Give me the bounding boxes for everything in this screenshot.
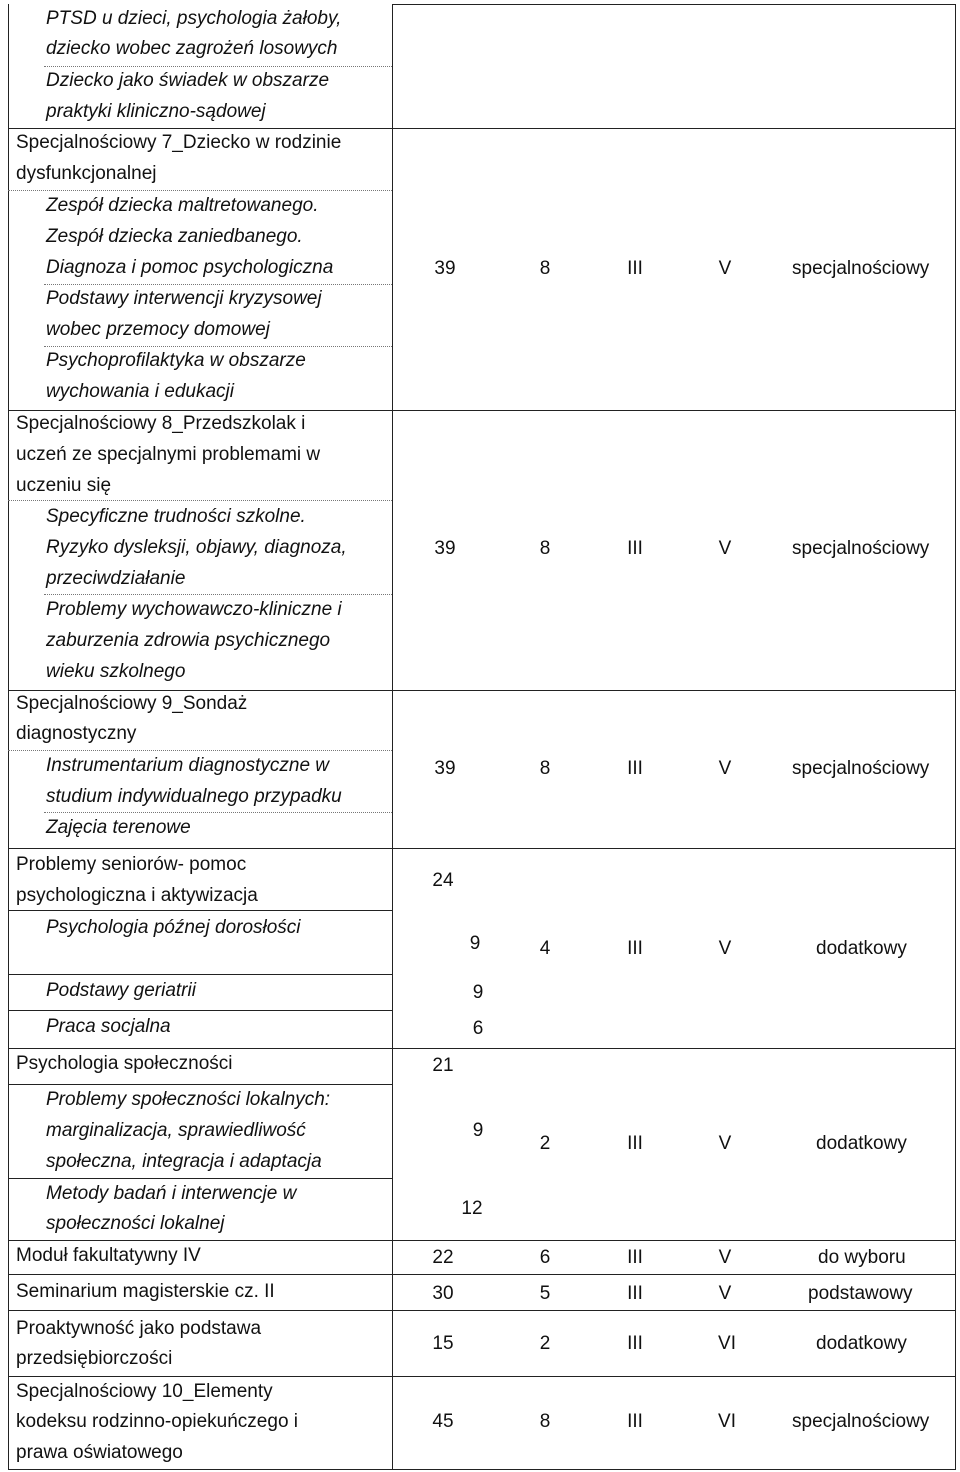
subject-item: Zespół dziecka zaniedbanego. xyxy=(46,226,303,247)
subitem-separator xyxy=(8,974,392,975)
module-title: uczeń ze specjalnymi problemami w xyxy=(16,444,321,465)
module-title: Proaktywność jako podstawa xyxy=(16,1318,262,1339)
subject-item: wobec przemocy domowej xyxy=(46,319,270,340)
module-title: Moduł fakultatywny IV xyxy=(16,1245,201,1266)
subject-hours: 9 xyxy=(469,933,481,954)
left-border xyxy=(8,4,9,1470)
subject-item: wieku szkolnego xyxy=(46,661,186,682)
subject-item: Dziecko jako świadek w obszarze xyxy=(46,70,330,91)
module-type: dodatkowy xyxy=(816,1333,907,1354)
subject-item: Zajęcia terenowe xyxy=(46,817,191,838)
subject-hours: 12 xyxy=(461,1198,483,1219)
ects-value: 5 xyxy=(539,1283,551,1304)
subject-item: PTSD u dzieci, psychologia żałoby, xyxy=(46,8,342,29)
subject-item: wychowania i edukacji xyxy=(46,381,234,402)
subject-item: społeczna, integracja i adaptacja xyxy=(46,1151,322,1172)
module-title: Specjalnościowy 8_Przedszkolak i xyxy=(16,413,306,434)
module-title: diagnostyczny xyxy=(16,723,137,744)
year-value: III xyxy=(627,758,643,779)
module-type: dodatkowy xyxy=(816,1133,907,1154)
semester-value: V xyxy=(718,1283,732,1304)
subject-item: Podstawy geriatrii xyxy=(46,980,196,1001)
hours-value: 30 xyxy=(432,1283,454,1304)
ects-value: 2 xyxy=(539,1133,551,1154)
semester-value: VI xyxy=(718,1333,736,1354)
semester-value: V xyxy=(718,258,732,279)
semester-value: V xyxy=(718,1133,732,1154)
subject-hours: 9 xyxy=(472,982,484,1003)
semester-value: V xyxy=(718,758,732,779)
ects-value: 2 xyxy=(539,1333,551,1354)
module-title: Seminarium magisterskie cz. II xyxy=(16,1281,275,1302)
subject-item: zaburzenia zdrowia psychicznego xyxy=(46,630,331,651)
hours-value: 15 xyxy=(432,1333,454,1354)
subject-item: dziecko wobec zagrożeń losowych xyxy=(46,38,338,59)
subject-item: Psychoprofilaktyka w obszarze xyxy=(46,350,306,371)
hours-value: 39 xyxy=(434,538,456,559)
module-title: Specjalnościowy 10_Elementy xyxy=(16,1381,273,1402)
subject-item: Problemy społeczności lokalnych: xyxy=(46,1089,331,1110)
subject-item: społeczności lokalnej xyxy=(46,1213,225,1234)
module-title: Specjalnościowy 9_Sondaż xyxy=(16,693,248,714)
subject-item: Praca socjalna xyxy=(46,1016,171,1037)
year-value: III xyxy=(627,1133,643,1154)
subject-item: Instrumentarium diagnostyczne w xyxy=(46,755,330,776)
year-value: III xyxy=(627,1283,643,1304)
semester-value: VI xyxy=(718,1411,736,1432)
module-title: uczeniu się xyxy=(16,475,112,496)
semester-value: V xyxy=(718,938,732,959)
right-border xyxy=(955,4,956,1470)
row-separator xyxy=(8,1274,955,1275)
subitem-separator xyxy=(8,1010,392,1011)
year-value: III xyxy=(627,538,643,559)
ects-value: 6 xyxy=(539,1247,551,1268)
subject-item: Ryzyko dysleksji, objawy, diagnoza, xyxy=(46,537,347,558)
module-title: Specjalnościowy 7_Dziecko w rodzinie xyxy=(16,132,342,153)
module-hours: 21 xyxy=(432,1055,454,1076)
row-separator xyxy=(8,1310,955,1311)
hours-value: 45 xyxy=(432,1411,454,1432)
year-value: III xyxy=(627,258,643,279)
year-value: III xyxy=(627,1411,643,1432)
subject-item: Specyficzne trudności szkolne. xyxy=(46,506,306,527)
module-type: specjalnościowy xyxy=(792,1411,930,1432)
module-type: do wyboru xyxy=(818,1247,906,1268)
subject-item: Psychologia późnej dorosłości xyxy=(46,917,301,938)
module-type: dodatkowy xyxy=(816,938,907,959)
bottom-border xyxy=(8,1469,955,1470)
subject-item: Podstawy interwencji kryzysowej xyxy=(46,288,322,309)
module-title: prawa oświatowego xyxy=(16,1442,183,1463)
subject-hours: 6 xyxy=(472,1018,484,1039)
subject-item: Zespół dziecka maltretowanego. xyxy=(46,195,319,216)
ects-value: 8 xyxy=(539,258,551,279)
hours-value: 39 xyxy=(434,258,456,279)
subject-item: studium indywidualnego przypadku xyxy=(46,786,342,807)
hours-value: 22 xyxy=(432,1247,454,1268)
module-type: specjalnościowy xyxy=(792,258,930,279)
module-title: psychologiczna i aktywizacja xyxy=(16,885,258,906)
subject-item: praktyki kliniczno-sądowej xyxy=(46,101,266,122)
top-border xyxy=(392,4,955,5)
row-separator xyxy=(8,848,955,849)
column-divider xyxy=(392,4,393,1470)
ects-value: 8 xyxy=(539,1411,551,1432)
ects-value: 8 xyxy=(539,758,551,779)
module-title: kodeksu rodzinno-opiekuńczego i xyxy=(16,1411,299,1432)
module-title: dysfunkcjonalnej xyxy=(16,163,157,184)
subject-hours: 9 xyxy=(472,1120,484,1141)
subject-item: marginalizacja, sprawiedliwość xyxy=(46,1120,306,1141)
subject-item: Metody badań i interwencje w xyxy=(46,1183,297,1204)
module-title: Problemy seniorów- pomoc xyxy=(16,854,247,875)
subject-item: Problemy wychowawczo-kliniczne i xyxy=(46,599,342,620)
semester-value: V xyxy=(718,1247,732,1268)
module-type: specjalnościowy xyxy=(792,538,930,559)
year-value: III xyxy=(627,1333,643,1354)
subject-item: Diagnoza i pomoc psychologiczna xyxy=(46,257,334,278)
year-value: III xyxy=(627,938,643,959)
year-value: III xyxy=(627,1247,643,1268)
subject-item: przeciwdziałanie xyxy=(46,568,186,589)
module-type: podstawowy xyxy=(808,1283,913,1304)
ects-value: 4 xyxy=(539,938,551,959)
ects-value: 8 xyxy=(539,538,551,559)
semester-value: V xyxy=(718,538,732,559)
module-hours: 24 xyxy=(432,870,454,891)
module-title: Psychologia społeczności xyxy=(16,1053,233,1074)
module-title: przedsiębiorczości xyxy=(16,1348,173,1369)
module-type: specjalnościowy xyxy=(792,758,930,779)
hours-value: 39 xyxy=(434,758,456,779)
